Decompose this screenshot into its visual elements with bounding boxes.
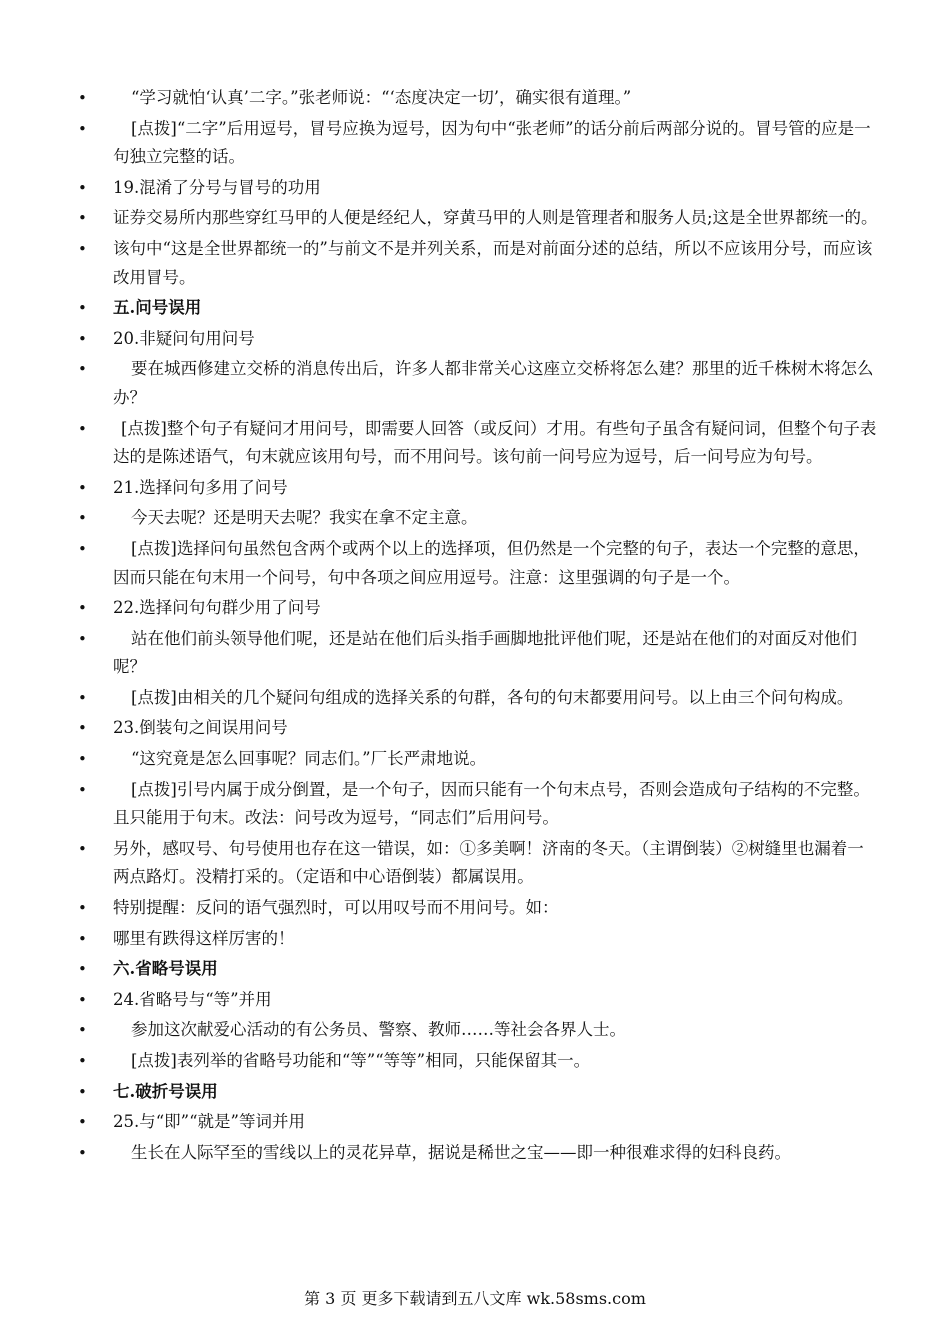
list-item-text: • 21.选择问句多用了问号 (113, 477, 288, 497)
list-item (78, 894, 878, 923)
list-item-text: • 24.省略号与“等”并用 (113, 989, 272, 1009)
list-item (78, 1047, 878, 1076)
list-item (78, 776, 878, 833)
list-item-text: • 20.非疑问句用问号 (113, 328, 255, 348)
list-item (78, 474, 878, 503)
list-item-text: • 证券交易所内那些穿红马甲的人便是经纪人，穿黄马甲的人则是管理者和服务人员;这是全世界都统一的。 (113, 208, 878, 228)
list-item-text: • 站在他们前头领导他们呢，还是站在他们后头指手画脚地批评他们呢，还是站在他们的对面反对他们呢？ (113, 628, 857, 677)
list-item (78, 1016, 878, 1045)
list-item-text: • 生长在人际罕至的雪线以上的灵花异草，据说是稀世之宝——即一种很难求得的妇科良药。 (131, 1142, 791, 1162)
list-item (78, 745, 878, 774)
list-item (78, 986, 878, 1015)
list-item (78, 1108, 878, 1137)
list-item (78, 415, 878, 472)
list-item-text: • 该句中“这是全世界都统一的”与前文不是并列关系，而是对前面分述的总结，所以不应该用分号，而应该改用冒号。 (113, 238, 873, 287)
list-item-text: • “这究竟是怎么回事呢？同志们。”厂长严肃地说。 (131, 749, 487, 769)
section-heading (78, 955, 878, 984)
list-item (78, 625, 878, 682)
list-item-text: • 特别提醒：反问的语气强烈时，可以用叹号而不用问号。如： (113, 898, 559, 918)
list-item-text: • 22.选择问句句群少用了问号 (113, 598, 321, 618)
list-item-text: • 今天去呢？还是明天去呢？我实在拿不定主意。 (131, 508, 478, 528)
list-item (78, 115, 878, 172)
list-item-text: • 另外，感叹号、句号使用也存在这一错误，如：①多美啊！济南的冬天。（主谓倒装）②树缝里也漏着一两点路灯。没精打采的。（定语和中心语倒装）都属误用。 (113, 838, 864, 887)
list-item-text: • [点拨]“二字”后用逗号，冒号应换为逗号，因为句中“张老师”的话分前后两部分说的。冒号管的应是一句独立完整的话。 (113, 118, 871, 167)
list-item (78, 325, 878, 354)
list-item (78, 504, 878, 533)
list-item-text: • 19.混淆了分号与冒号的功用 (113, 177, 321, 197)
section-heading (78, 294, 878, 323)
list-item-text: • 参加这次献爱心活动的有公务员、警察、教师……等社会各界人士。 (131, 1020, 626, 1040)
list-item (78, 84, 878, 113)
list-item (78, 355, 878, 412)
list-item (78, 594, 878, 623)
list-item (78, 714, 878, 743)
list-item-text: • [点拨]由相关的几个疑问句组成的选择关系的句群，各句的句末都要用问号。以上由三个问句构成。 (131, 687, 854, 707)
list-item (78, 1139, 878, 1168)
list-item (78, 925, 878, 954)
page-footer: 第 3 页 更多下载请到五八文库 wk.58sms.com (304, 1289, 646, 1308)
list-item-text: • [点拨]表列举的省略号功能和“等”“等等”相同，只能保留其一。 (131, 1051, 591, 1070)
list-item (78, 684, 878, 713)
bullet-list (78, 84, 878, 1167)
list-item-text: • “学习就怕‘认真’二字。”张老师说：“‘态度决定一切’，确实很有道理。” (131, 88, 632, 107)
list-item-text: • [点拨]引号内属于成分倒置，是一个句子，因而只能有一个句末点号，否则会造成句子结构的不完整。且只能用于句末。改法：问号改为逗号，“同志们”后用问号。 (113, 779, 870, 828)
section-heading (78, 1078, 878, 1107)
list-item (78, 535, 878, 592)
list-item-text: • [点拨]整个句子有疑问才用问号，即需要人回答（或反问）才用。有些句子虽含有疑问词，但整个句子表达的是陈述语气，句末就应该用句号，而不用问号。该句前一问号应为逗号，后一问号应为句号。 (113, 418, 877, 467)
list-item (78, 235, 878, 292)
list-item-text: • 哪里有跌得这样厉害的！ (113, 928, 295, 948)
list-item (78, 174, 878, 203)
list-item-text: • 七.破折号误用 (113, 1081, 218, 1101)
list-item (78, 204, 878, 233)
list-item-text: • 23.倒装句之间误用问号 (113, 718, 288, 738)
list-item-text: • 五.问号误用 (113, 298, 202, 318)
list-item-text: • 要在城西修建立交桥的消息传出后，许多人都非常关心这座立交桥将怎么建？那里的近千株树木将怎么办？ (113, 359, 874, 407)
list-item-text: • [点拨]选择问句虽然包含两个或两个以上的选择项，但仍然是一个完整的句子，表达一个完整的意思，因而只能在句末用一个问号，句中各项之间应用逗号。注意：这里强调的句子是一个。 (113, 538, 870, 587)
list-item-text: • 六.省略号误用 (113, 959, 218, 979)
list-item (78, 835, 878, 892)
list-item-text: • 25.与“即”“就是”等词并用 (113, 1112, 305, 1132)
